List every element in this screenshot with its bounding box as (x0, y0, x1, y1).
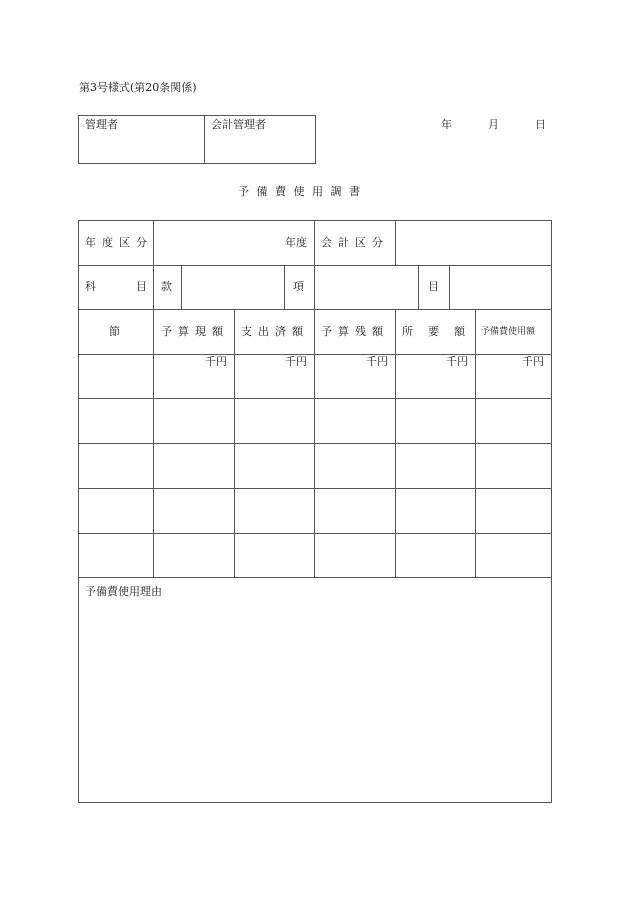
col-header-budget: 予算現額 (161, 325, 229, 338)
account-category-label: 会計区分 (321, 236, 389, 249)
kan-label: 款 (161, 280, 172, 293)
reason-label: 予備費使用理由 (85, 585, 162, 598)
form-number: 第3号様式(第20条関係) (79, 81, 197, 94)
date-year: 年 (441, 118, 452, 131)
kou-label: 項 (293, 280, 304, 293)
main-table (78, 220, 552, 803)
col-header-remaining: 予算残額 (321, 325, 389, 338)
fiscal-year-suffix: 年度 (285, 236, 307, 249)
col-header-reserve-use: 予備費使用額 (481, 327, 536, 337)
unit-label: 千円 (285, 355, 307, 368)
col-header-required: 所 要 額 (402, 325, 467, 338)
moku-label: 目 (428, 280, 439, 293)
fiscal-year-label: 年度区分 (85, 236, 153, 249)
date-month: 月 (488, 118, 499, 131)
unit-label: 千円 (366, 355, 388, 368)
unit-label: 千円 (522, 355, 544, 368)
manager-label: 管理者 (85, 118, 118, 131)
unit-label: 千円 (205, 355, 227, 368)
subject-label-b: 目 (136, 280, 147, 293)
col-header-spent: 支出済額 (241, 325, 309, 338)
accounting-manager-label: 会計管理者 (211, 118, 266, 131)
document-title: 予 備 費 使 用 調 書 (238, 185, 362, 198)
date-day: 日 (535, 118, 546, 131)
col-header-setsu: 節 (109, 325, 120, 338)
subject-label-a: 科 (85, 280, 96, 293)
unit-label: 千円 (446, 355, 468, 368)
